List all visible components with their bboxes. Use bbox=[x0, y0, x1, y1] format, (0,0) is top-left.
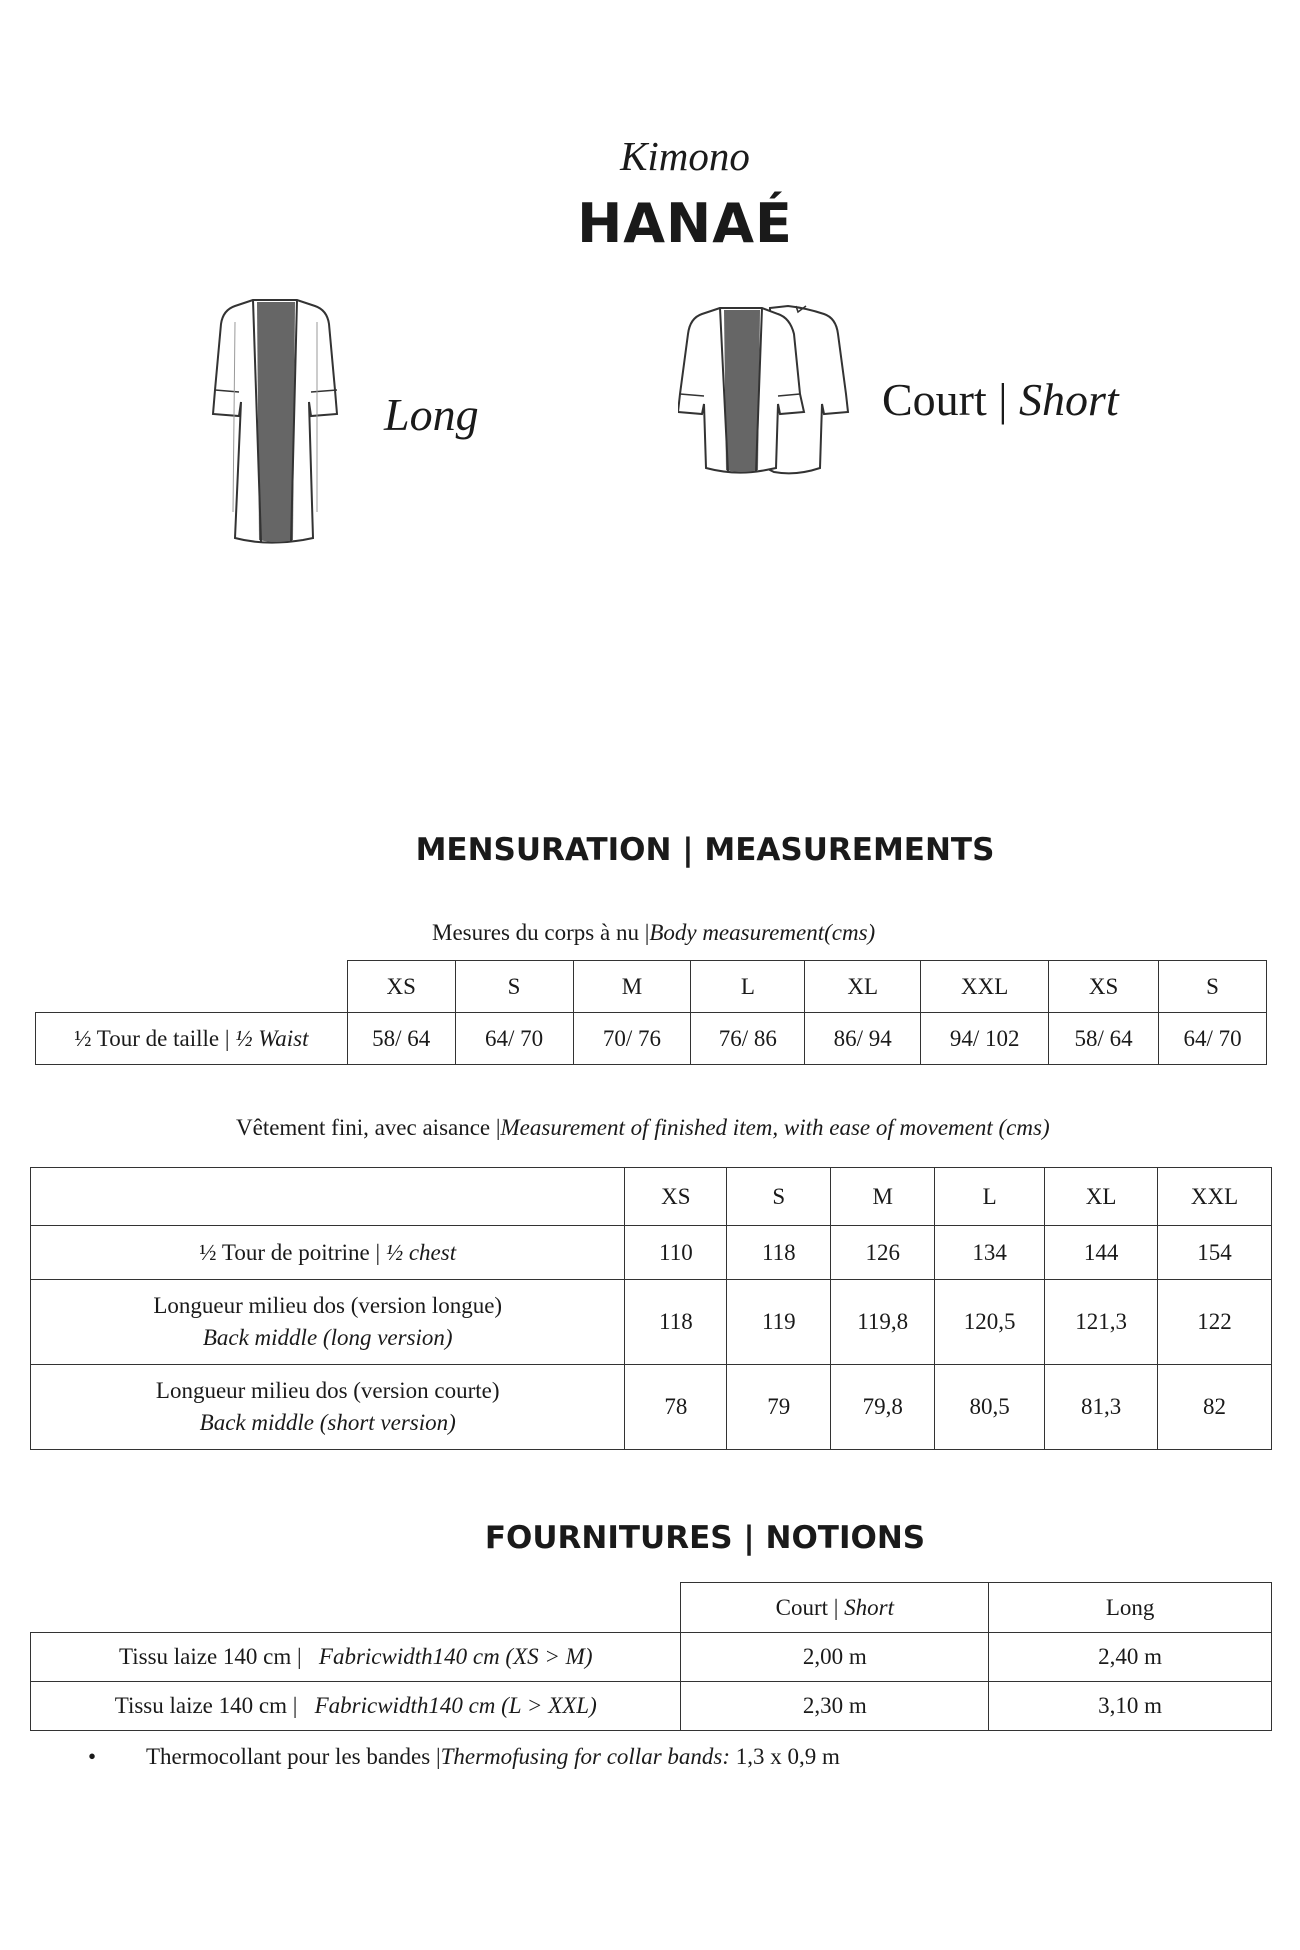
chest-value: 110 bbox=[625, 1226, 727, 1280]
product-title: HANAÉ bbox=[577, 192, 793, 255]
body-measurement-table bbox=[35, 960, 1267, 1065]
body-measurement-caption bbox=[432, 920, 875, 946]
chest-value: 154 bbox=[1158, 1226, 1272, 1280]
fabric-long-value: 3,10 m bbox=[989, 1682, 1272, 1731]
fabric-row-xs-m bbox=[31, 1633, 1272, 1682]
back-long-value: 118 bbox=[625, 1280, 727, 1365]
back-long-value: 122 bbox=[1158, 1280, 1272, 1365]
fabric-label-en: Fabricwidth140 cm (XS > M) bbox=[318, 1644, 593, 1669]
size-header: M bbox=[573, 961, 691, 1013]
finished-measurement-caption bbox=[236, 1115, 1050, 1141]
empty-corner-cell bbox=[36, 961, 348, 1013]
fabric-label bbox=[31, 1633, 681, 1682]
waist-label-fr: ½ Tour de taille | bbox=[74, 1025, 230, 1051]
waist-value: 76/ 86 bbox=[691, 1013, 805, 1065]
measurements-heading: MENSURATION | MEASUREMENTS bbox=[415, 832, 995, 868]
size-header: L bbox=[691, 961, 805, 1013]
short-version-label-fr: Court | bbox=[882, 374, 1008, 425]
back-short-value: 80,5 bbox=[935, 1365, 1045, 1450]
size-header: XXL bbox=[921, 961, 1049, 1013]
size-header: S bbox=[1159, 961, 1267, 1013]
back-short-value: 81,3 bbox=[1045, 1365, 1158, 1450]
short-version-label bbox=[882, 373, 1119, 426]
chest-value: 144 bbox=[1045, 1226, 1158, 1280]
waist-value: 86/ 94 bbox=[805, 1013, 921, 1065]
back-long-value: 119 bbox=[727, 1280, 831, 1365]
notions-col-long: Long bbox=[989, 1583, 1272, 1633]
waist-value: 94/ 102 bbox=[921, 1013, 1049, 1065]
empty-header-cell bbox=[31, 1168, 625, 1226]
fabric-short-value: 2,30 m bbox=[681, 1682, 989, 1731]
note-value: 1,3 x 0,9 m bbox=[735, 1744, 840, 1769]
note-en: Thermofusing for collar bands: bbox=[440, 1744, 731, 1769]
size-header: S bbox=[727, 1168, 831, 1226]
fabric-label-en: Fabricwidth140 cm (L > XXL) bbox=[314, 1693, 597, 1718]
fabric-row-l-xxl bbox=[31, 1682, 1272, 1731]
back-short-value: 79 bbox=[727, 1365, 831, 1450]
back-long-label bbox=[31, 1280, 625, 1365]
short-version-label-en: Short bbox=[1019, 374, 1119, 425]
waist-value: 58/ 64 bbox=[1049, 1013, 1159, 1065]
product-subtitle: Kimono bbox=[620, 133, 750, 179]
back-short-value: 78 bbox=[625, 1365, 727, 1450]
waist-value: 64/ 70 bbox=[455, 1013, 573, 1065]
chest-value: 134 bbox=[935, 1226, 1045, 1280]
size-header: XL bbox=[805, 961, 921, 1013]
chest-label-en: ½ chest bbox=[385, 1239, 457, 1265]
back-long-value: 120,5 bbox=[935, 1280, 1045, 1365]
chest-value: 126 bbox=[831, 1226, 935, 1280]
fabric-label-fr: Tissu laize 140 cm | bbox=[118, 1644, 302, 1669]
long-version-label: Long bbox=[384, 389, 479, 440]
back-short-label-fr: Longueur milieu dos (version courte) bbox=[155, 1378, 500, 1403]
size-header: S bbox=[455, 961, 573, 1013]
back-short-row bbox=[31, 1365, 1272, 1450]
notions-header-row bbox=[31, 1583, 1272, 1633]
back-short-value: 82 bbox=[1158, 1365, 1272, 1450]
waist-value: 64/ 70 bbox=[1159, 1013, 1267, 1065]
finished-size-header-row bbox=[31, 1168, 1272, 1226]
body-size-header-row bbox=[36, 961, 1267, 1013]
back-long-label-fr: Longueur milieu dos (version longue) bbox=[153, 1293, 503, 1318]
notions-table bbox=[30, 1582, 1272, 1731]
size-header: XXL bbox=[1158, 1168, 1272, 1226]
back-short-label-en: Back middle (short version) bbox=[199, 1410, 456, 1435]
waist-label bbox=[36, 1013, 348, 1065]
size-header: XS bbox=[347, 961, 455, 1013]
body-caption-en: Body measurement(cms) bbox=[649, 920, 876, 945]
waist-label-en: ½ Waist bbox=[235, 1025, 309, 1051]
size-header: XS bbox=[1049, 961, 1159, 1013]
back-long-row bbox=[31, 1280, 1272, 1365]
finished-caption-fr: Vêtement fini, avec aisance | bbox=[236, 1115, 501, 1140]
empty-corner-cell bbox=[31, 1583, 681, 1633]
back-short-value: 79,8 bbox=[831, 1365, 935, 1450]
size-header: XL bbox=[1045, 1168, 1158, 1226]
fabric-long-value: 2,40 m bbox=[989, 1633, 1272, 1682]
short-kimono-illustration bbox=[678, 300, 853, 480]
col-short-fr: Court | bbox=[775, 1594, 839, 1620]
chest-value: 118 bbox=[727, 1226, 831, 1280]
fabric-label-fr: Tissu laize 140 cm | bbox=[114, 1693, 298, 1718]
waist-value: 70/ 76 bbox=[573, 1013, 691, 1065]
long-kimono-illustration bbox=[205, 292, 345, 554]
back-long-label-en: Back middle (long version) bbox=[202, 1325, 453, 1350]
bullet-icon: • bbox=[88, 1744, 97, 1769]
size-header: L bbox=[935, 1168, 1045, 1226]
waist-value: 58/ 64 bbox=[347, 1013, 455, 1065]
chest-row bbox=[31, 1226, 1272, 1280]
body-caption-fr: Mesures du corps à nu | bbox=[432, 920, 650, 945]
finished-measurement-table bbox=[30, 1167, 1272, 1450]
waist-row bbox=[36, 1013, 1267, 1065]
back-long-value: 119,8 bbox=[831, 1280, 935, 1365]
note-fr: Thermocollant pour les bandes | bbox=[146, 1744, 441, 1769]
finished-caption-en: Measurement of finished item, with ease of movement (cms) bbox=[500, 1115, 1050, 1140]
chest-label-fr: ½ Tour de poitrine | bbox=[199, 1239, 381, 1265]
interfacing-note bbox=[146, 1744, 840, 1770]
size-header: M bbox=[831, 1168, 935, 1226]
notions-heading: FOURNITURES | NOTIONS bbox=[484, 1520, 926, 1556]
fabric-label bbox=[31, 1682, 681, 1731]
fabric-short-value: 2,00 m bbox=[681, 1633, 989, 1682]
back-long-value: 121,3 bbox=[1045, 1280, 1158, 1365]
chest-label bbox=[31, 1226, 625, 1280]
size-header: XS bbox=[625, 1168, 727, 1226]
notions-col-short bbox=[681, 1583, 989, 1633]
back-short-label bbox=[31, 1365, 625, 1450]
col-short-en: Short bbox=[844, 1594, 895, 1620]
